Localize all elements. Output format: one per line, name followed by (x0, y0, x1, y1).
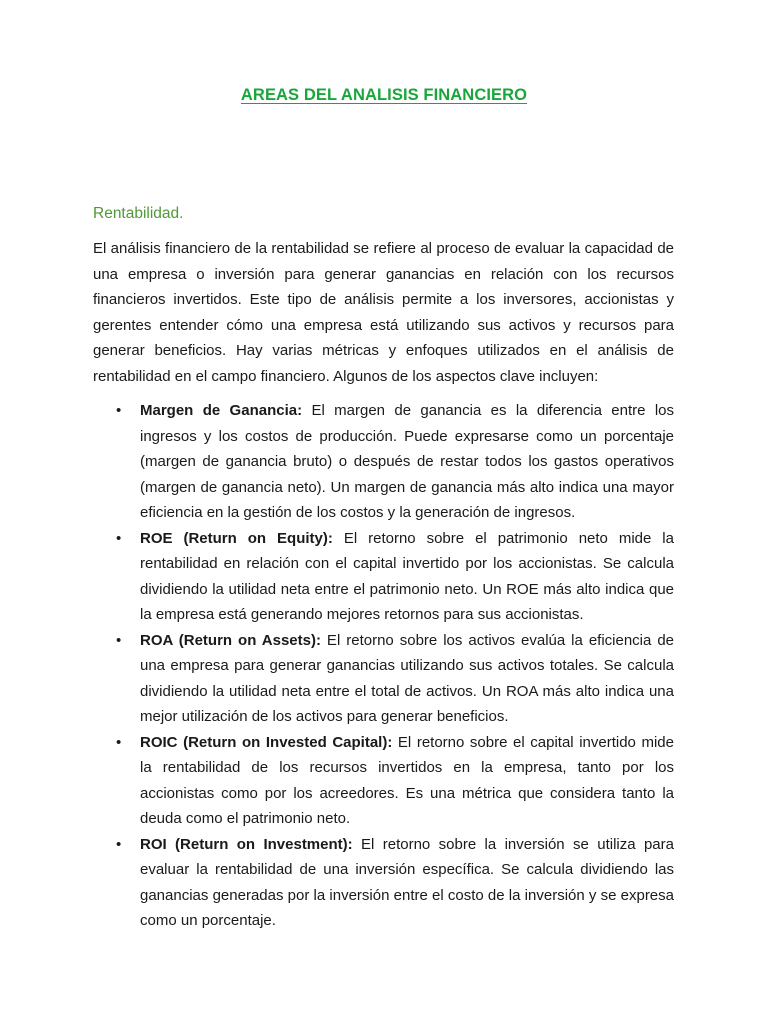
item-description: El margen de ganancia es la diferencia entre los ingresos y los costos de producción. Puede expresarse como un porcentaje (margen de ganancia bruto) o después de restar todos los gastos operativos (margen de ganancia neto). Un margen de ganancia más alto indica una mayor eficiencia en la gestión de los costos y la generación de ingresos. (140, 402, 674, 521)
item-term: ROI (Return on Investment): (140, 835, 353, 853)
bullet-icon: • (116, 402, 122, 419)
item-term: ROIC (Return on Invested Capital): (140, 733, 393, 751)
metrics-list (116, 398, 675, 934)
item-description: El retorno sobre el capital invertido mide la rentabilidad de los recursos invertidos en la empresa, tanto por los accionistas como por los acreedores. Es una métrica que considera tanto la deuda como el patrimonio neto. (140, 733, 674, 827)
item-term: Margen de Ganancia: (140, 402, 303, 419)
bullet-icon: • (116, 529, 122, 547)
list-item (116, 526, 674, 628)
bullet-icon: • (116, 835, 122, 853)
list-item (116, 832, 674, 934)
item-description: El retorno sobre la inversión se utiliza para evaluar la rentabilidad de una inversión específica. Se calcula dividiendo las ganancias generadas por la inversión entre el costo de la inversión y se expresa como un porcentaje. (140, 835, 674, 929)
item-term: ROA (Return on Assets): (140, 631, 321, 649)
list-item (116, 398, 674, 526)
section-heading: Rentabilidad. (93, 205, 184, 222)
item-term: ROE (Return on Equity): (140, 529, 333, 547)
intro-paragraph: El análisis financiero de la rentabilidad se refiere al proceso de evaluar la capacidad de una empresa o inversión para generar ganancias en relación con los recursos financieros invertidos. Este tipo de análisis permite a los inversores, accionistas y gerentes entender cómo una empresa está utilizando sus activos y recursos para generar beneficios. Hay varias métricas y enfoques utilizados en el análisis de rentabilidad en el campo financiero. Algunos de los aspectos clave incluyen: (93, 240, 674, 385)
item-description: El retorno sobre el patrimonio neto mide la rentabilidad en relación con el capital invertido por los accionistas. Se calcula dividiendo la utilidad neta entre el patrimonio neto. Un ROE más alto indica que la empresa está generando mejores retornos para sus accionistas. (140, 529, 674, 623)
item-description: El retorno sobre los activos evalúa la eficiencia de una empresa para generar ganancias utilizando sus activos totales. Se calcula dividiendo la utilidad neta entre el total de activos. Un ROA más alto indica una mejor utilización de los activos para generar beneficios. (140, 631, 675, 725)
list-item (116, 628, 675, 730)
bullet-icon: • (116, 733, 122, 751)
list-item (116, 730, 674, 832)
bullet-icon: • (116, 631, 122, 649)
document-title: AREAS DEL ANALISIS FINANCIERO (240, 86, 528, 104)
